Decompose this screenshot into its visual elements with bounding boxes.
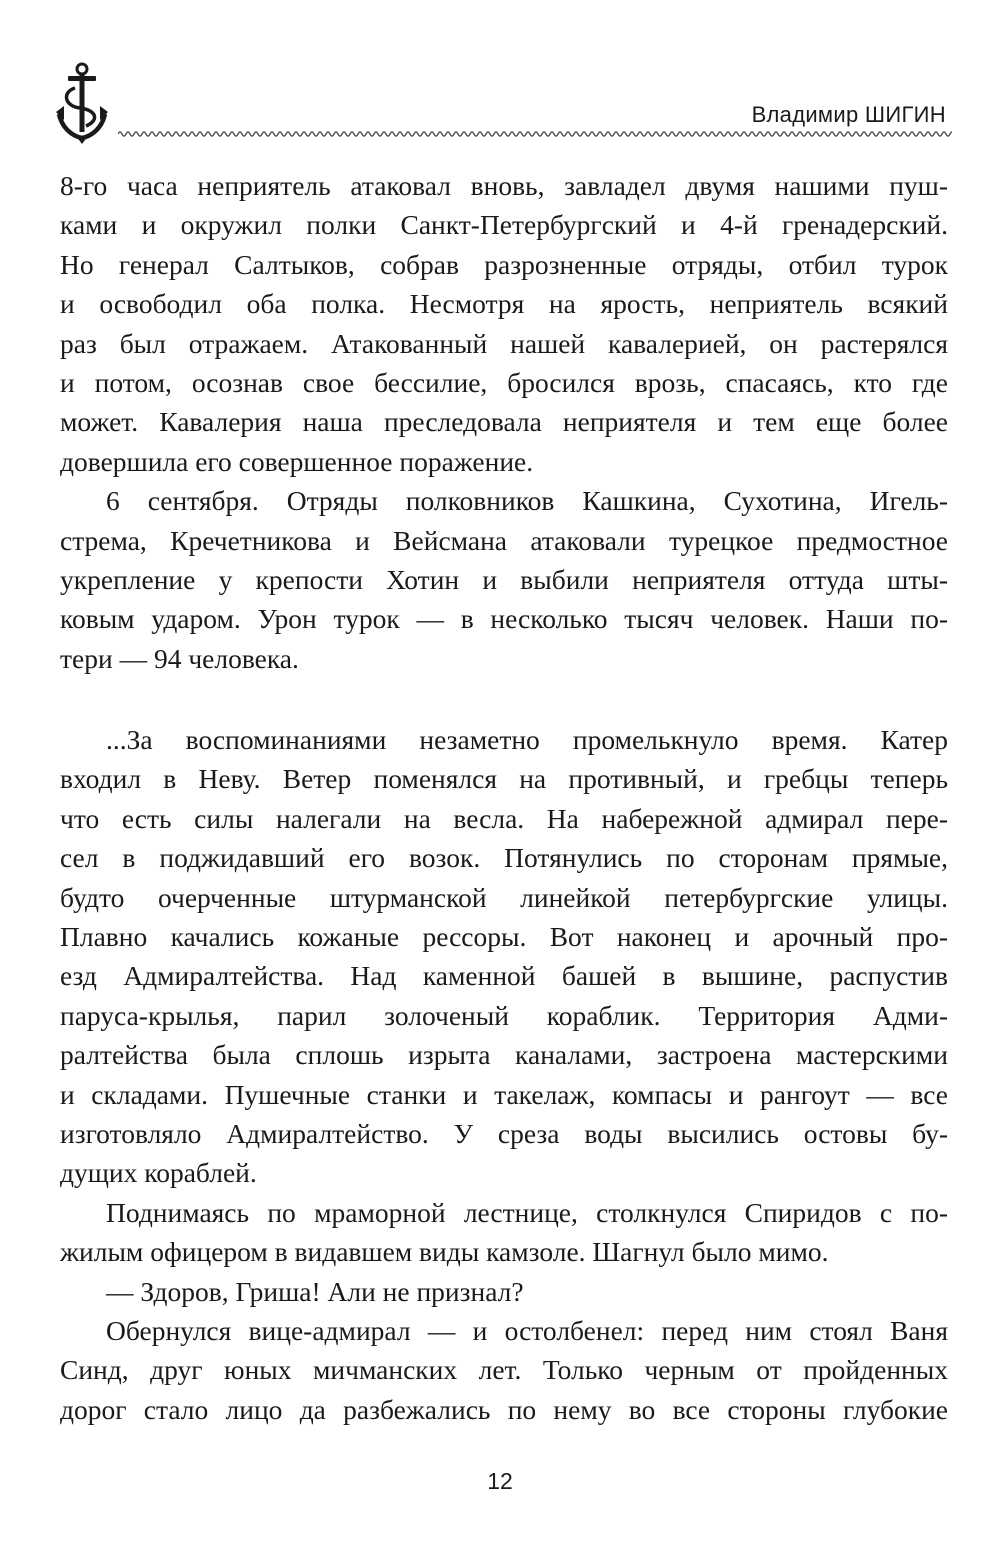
anchor-icon <box>56 62 108 144</box>
text-line: Но генерал Салтыков, собрав разрозненные отряды, отбил турок <box>60 248 948 280</box>
text-line: Синд, друг юных мичманских лет. Только черным от пройденных <box>60 1354 948 1386</box>
page-header <box>0 0 1000 150</box>
text-line: ралтейства была сплошь изрыта каналами, застроена мастерскими <box>60 1039 948 1071</box>
text-line: раз был отражаем. Атакованный нашей кавалерией, он растерялся <box>60 327 948 359</box>
text-line: жилым офицером в видавшем виды камзоле. Шагнул было мимо. <box>60 1236 829 1268</box>
text-line: Обернулся вице-адмирал — и остолбенел: перед ним стоял Ваня <box>106 1314 948 1346</box>
text-line: дорог стало лицо да разбежались по нему во все стороны глубокие <box>60 1393 948 1425</box>
author-name: Владимир ШИГИН <box>751 102 946 127</box>
section-break <box>60 678 948 720</box>
text-line: и освободил оба полка. Несмотря на ярость, неприятель всякий <box>60 288 948 320</box>
paragraph <box>60 1193 948 1272</box>
paragraph <box>60 1272 948 1311</box>
paragraph <box>60 720 948 1193</box>
page-number: 12 <box>487 1468 513 1494</box>
text-line: стрема, Кречетникова и Вейсмана атаковали турецкое предмостное <box>60 524 948 556</box>
text-line: входил в Неву. Ветер поменялся на противный, и гребцы теперь <box>60 763 948 795</box>
text-line: Поднимаясь по мраморной лестнице, столкнулся Спиридов с по- <box>106 1196 948 1228</box>
text-line: изготовляло Адмиралтейство. У среза воды высились остовы бу- <box>60 1117 948 1149</box>
text-line: будто очерченные штурманской линейкой петербургские улицы. <box>60 881 948 913</box>
text-line: довершила его совершенное поражение. <box>60 445 534 477</box>
text-line: сел в поджидавший его возок. Потянулись по сторонам прямые, <box>60 842 948 874</box>
text-line: паруса-крылья, парил золоченый кораблик. Территория Адми- <box>60 999 948 1031</box>
text-line: и складами. Пушечные станки и такелаж, компасы и рангоут — все <box>60 1078 948 1110</box>
text-line: ковым ударом. Урон турок — в несколько тысяч человек. Наши по- <box>60 603 948 635</box>
text-line: — Здоров, Гриша! Али не признал? <box>106 1275 524 1307</box>
decorative-wave-rule <box>118 128 952 140</box>
text-line: укрепление у крепости Хотин и выбили неприятеля оттуда шты- <box>60 563 948 595</box>
text-line: тери — 94 человека. <box>60 642 299 674</box>
text-line: что есть силы налегали на весла. На набережной адмирал пере- <box>60 802 948 834</box>
text-line: дущих кораблей. <box>60 1157 257 1189</box>
text-line: ...За воспоминаниями незаметно промелькнуло время. Катер <box>106 724 948 756</box>
paragraph <box>60 166 948 481</box>
text-line: ками и окружил полки Санкт-Петербургский и 4-й гренадерский. <box>60 209 948 241</box>
text-line: и потом, осознав свое бессилие, бросился врозь, спасаясь, кто где <box>60 366 948 398</box>
text-line: 8-го часа неприятель атаковал вновь, завладел двумя нашими пуш- <box>60 170 948 201</box>
paragraph <box>60 1311 948 1429</box>
page-body <box>60 166 948 1429</box>
text-line: Плавно качались кожаные рессоры. Вот наконец и арочный про- <box>60 921 948 953</box>
paragraph <box>60 481 948 678</box>
text-line: может. Кавалерия наша преследовала неприятеля и тем еще более <box>60 406 948 438</box>
text-line: 6 сентября. Отряды полковников Кашкина, Сухотина, Игель- <box>106 485 948 517</box>
text-line: езд Адмиралтейства. Над каменной башей в вышине, распустив <box>60 960 948 992</box>
